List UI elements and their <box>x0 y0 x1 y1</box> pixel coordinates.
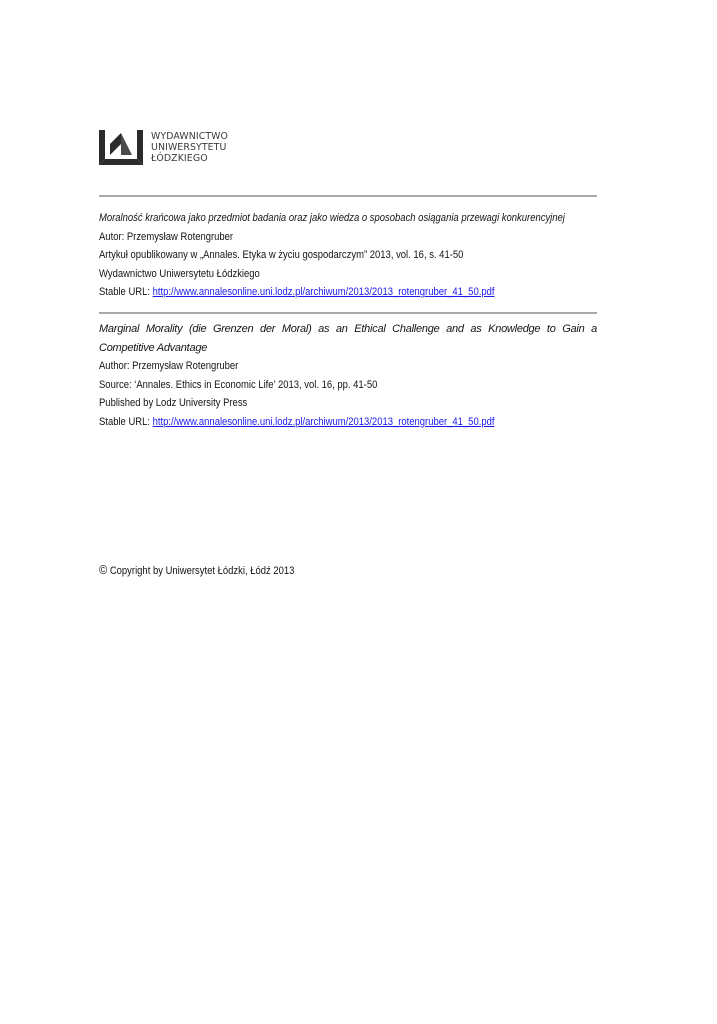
divider-middle <box>99 312 597 314</box>
english-url-line <box>99 413 527 432</box>
english-url-link[interactable]: http://www.annalesonline.uni.lodz.pl/archiwum/2013/2013_rotengruber_41_50.pdf <box>152 415 495 428</box>
publisher-logo-text <box>151 131 228 165</box>
english-title: Marginal Morality (die Grenzen der Moral) as an Ethical Challenge and as Knowledge to Gain a Competitive Advantage <box>99 323 597 354</box>
logo-line-2: UNIWERSYTETU <box>151 142 227 154</box>
english-author: Author: Przemysław Rotengruber <box>99 360 239 373</box>
polish-published: Artykuł opublikowany w „Annales. Etyka w życiu gospodarczym” 2013, vol. 16, s. 41-50 <box>99 249 464 262</box>
polish-url-line <box>99 283 527 302</box>
copyright-notice <box>99 561 294 580</box>
polish-author: Autor: Przemysław Rotengruber <box>99 230 234 243</box>
publisher-logo-icon <box>99 130 143 165</box>
polish-url-label: Stable URL: <box>99 286 151 299</box>
english-record <box>99 320 597 432</box>
copyright-symbol: © <box>99 562 108 577</box>
english-publisher: Published by Lodz University Press <box>99 397 248 410</box>
english-source: Source: ‘Annales. Ethics in Economic Life’ 2013, vol. 16, pp. 41-50 <box>99 378 378 391</box>
publisher-logo <box>99 130 228 165</box>
copyright-text: Copyright by Uniwersytet Łódzki, Łódź 2013 <box>109 565 295 577</box>
divider-top <box>99 195 597 197</box>
polish-record <box>99 209 597 302</box>
polish-title: Moralność krańcowa jako przedmiot badania oraz jako wiedza o sposobach osiągania przewagi konkurencyjnej <box>99 212 565 224</box>
polish-url-link[interactable]: http://www.annalesonline.uni.lodz.pl/archiwum/2013/2013_rotengruber_41_50.pdf <box>152 286 495 299</box>
logo-line-1: WYDAWNICTWO <box>151 131 229 142</box>
english-url-label: Stable URL: <box>99 415 151 428</box>
logo-line-3: ŁÓDZKIEGO <box>151 153 208 165</box>
polish-publisher: Wydawnictwo Uniwersytetu Łódzkiego <box>99 267 260 280</box>
